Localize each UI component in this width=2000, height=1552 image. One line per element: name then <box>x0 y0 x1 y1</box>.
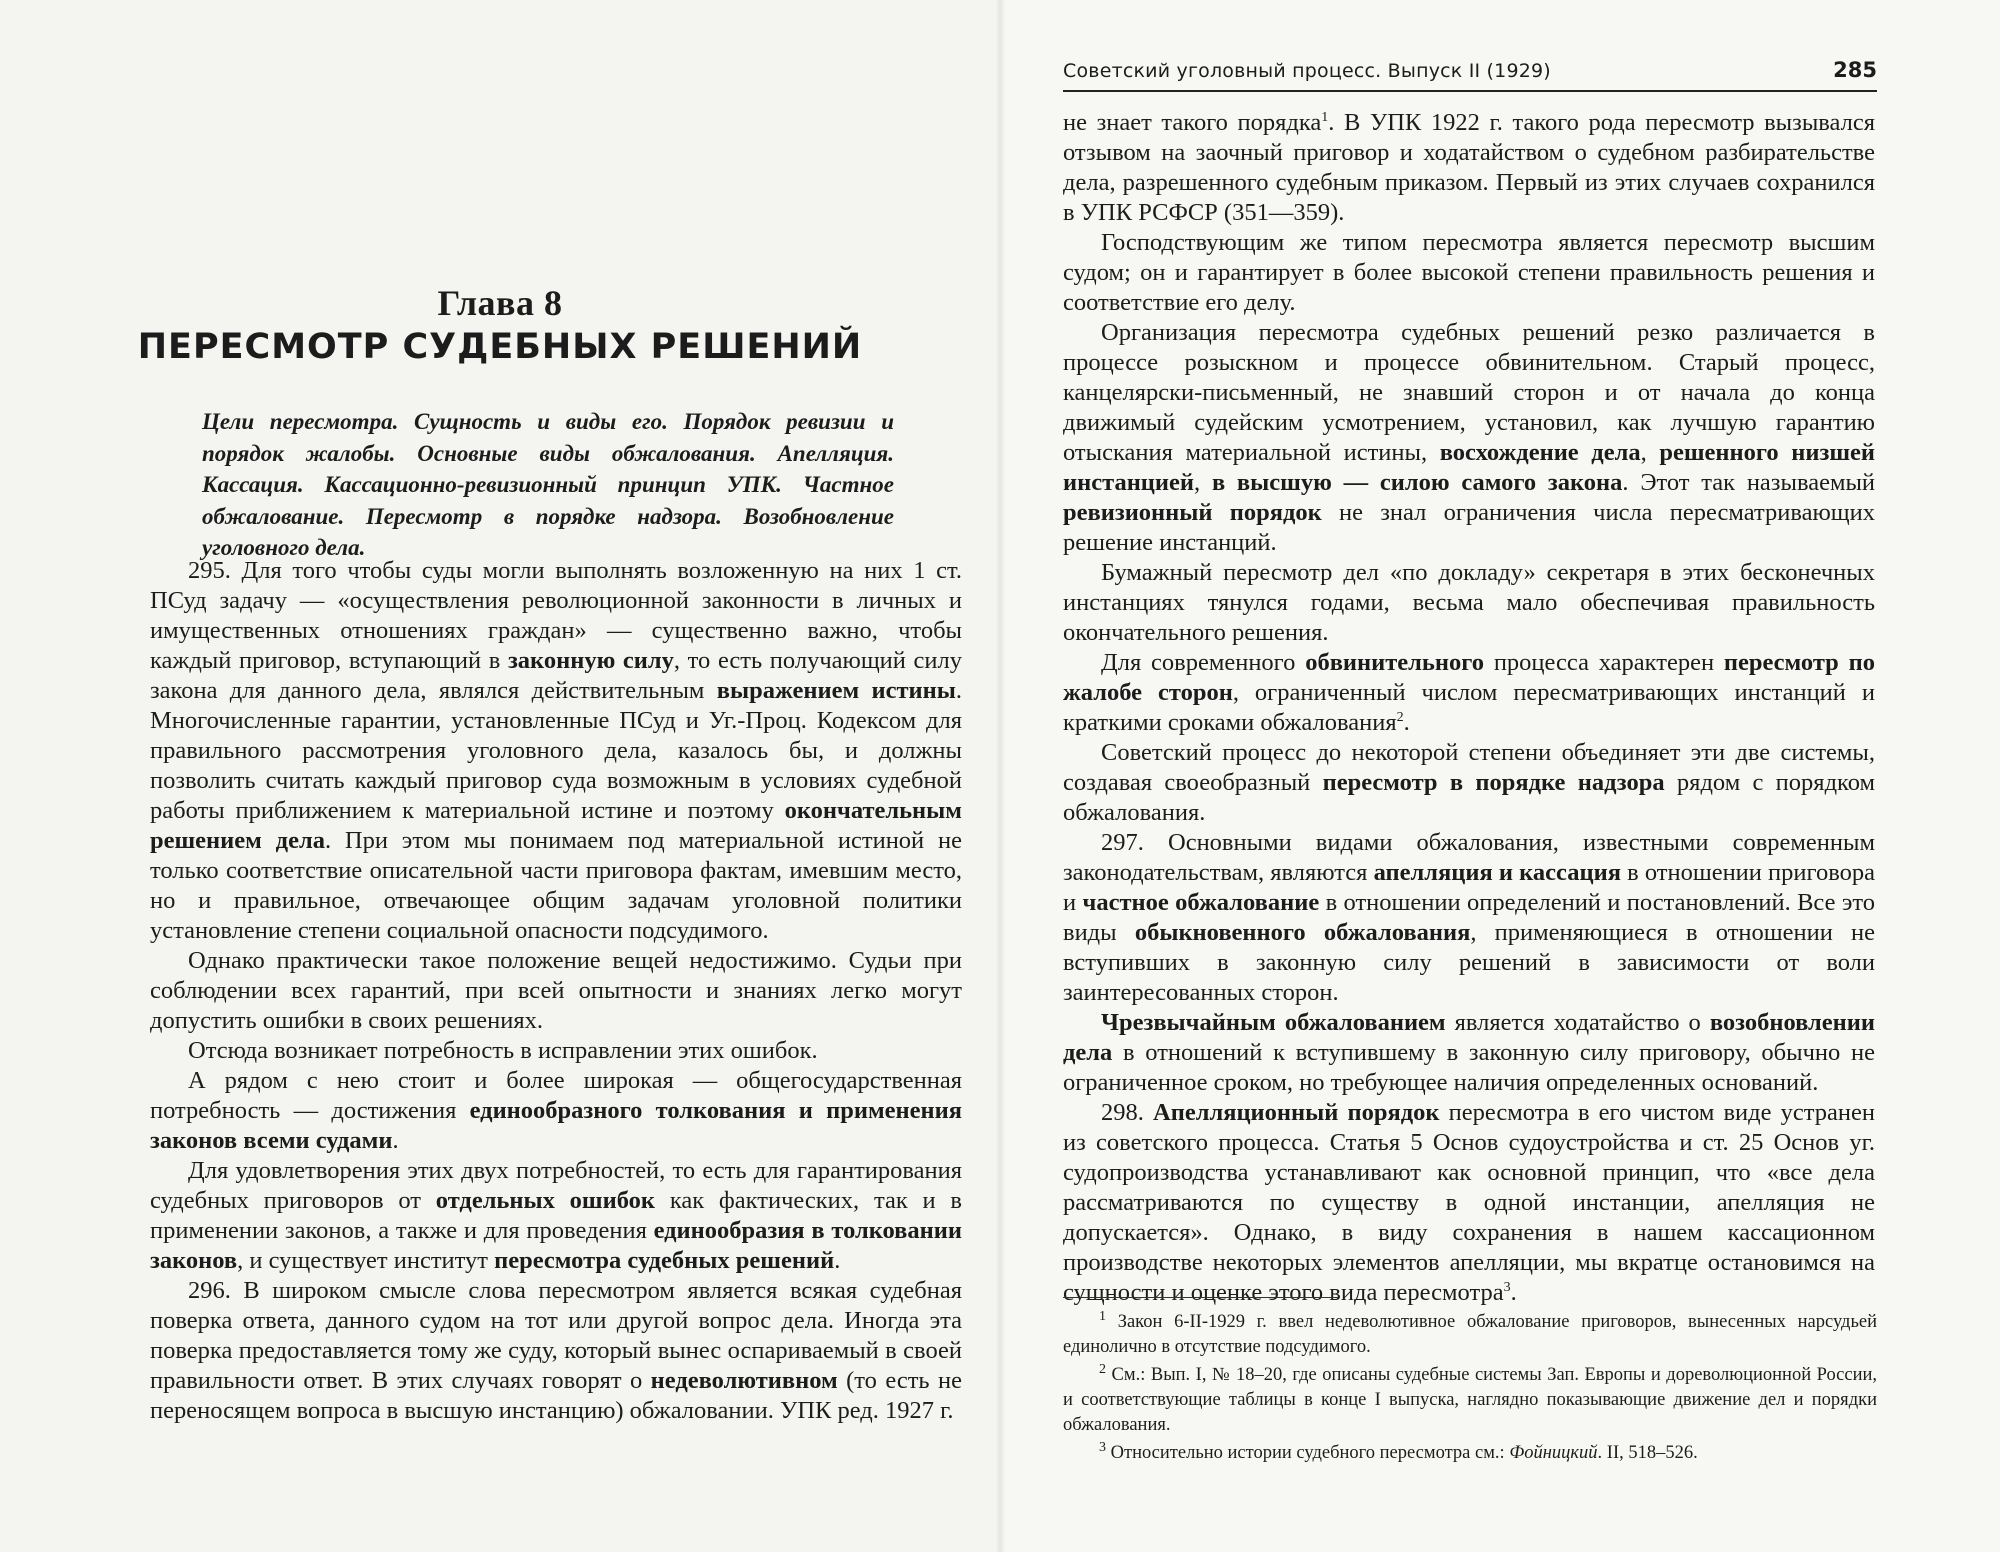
chapter-title: ПЕРЕСМОТР СУДЕБНЫХ РЕШЕНИЙ <box>137 327 863 367</box>
footnote-ref: 3 <box>1503 1279 1511 1295</box>
paragraph: Организация пересмотра судебных решений резко различается в процессе розыскном и процессе обвинительном. Старый процесс, канцелярски-письменный, не знавший сторон и от начала до конца движимый судейским усмотрением, установил, как лучшую гарантию отыскания материальной истины, восхождение дела, решенного низшей инстанцией, в высшую — силою самого закона. Этот так называемый ревизионный порядок не знал ограничения числа пересматривающих решение инстанций. <box>1063 319 1876 556</box>
running-header <box>1063 58 1877 92</box>
paragraph: Чрезвычайным обжалованием является ходатайство о возобновлении дела в отношений к вступившему в законную силу приговору, обычно не ограниченное сроком, но требующее наличия определенных оснований. <box>1063 1009 1875 1096</box>
book-spine-shadow <box>996 0 1006 1552</box>
paragraph-295: 295. Для того чтобы суды могли выполнять возложенную на них 1 ст. ПСуд задачу — «осуществления революционной законности в личных и имущественных отношениях граждан» — существенно важно, чтобы каждый приговор, вступающий в законную силу, то есть получающий силу закона для данного дела, являлся действительным выражением истины. Многочисленные гарантии, установленные ПСуд и Уг.-Проц. Кодексом для правильного рассмотрения уголовного дела, казалось бы, и должны позволить считать каждый приговор суда возможным в условиях судебной работы приближением к материальной истине и поэтому окончательным решением дела. При этом мы понимаем под материальной истиной не только соответствие описательной части приговора фактам, имевшим место, но и правильное, отвечающее общим задачам уголовной политики установление степени социальной опасности подсудимого. <box>150 557 962 944</box>
footnotes <box>1063 1310 1877 1469</box>
paragraph-297: 297. Основными видами обжалования, известными современным законодательствам, являются апелляция и кассация в отношении приговора и частное обжалование в отношении определений и постановлений. Все это виды обыкновенного обжалования, применяющиеся в отношении не вступивших в законную силу решений в зависимости от воли заинтересованных сторон. <box>1063 829 1876 1006</box>
paragraph: не знает такого порядка$^1$. В УПК 1922 г. такого рода пересмотр вызывался отзывом на заочный приговор и ходатайством о судебном разбирательстве дела, разрешенного судебным приказом. Первый из этих случаев сохранился в УПК РСФСР (351—359). <box>1063 109 1875 226</box>
paragraph: Однако практически такое положение вещей недостижимо. Судьи при соблюдении всех гарантий, при всей опытности и знаниях легко могут допустить ошибки в своих решениях. <box>150 947 962 1034</box>
paragraph: Для современного обвинительного процесса характерен пересмотр по жалобе сторон, ограниченный числом пересматривающих инстанций и краткими сроками обжалования$^2$. <box>1063 649 1875 736</box>
footnote-2: $^2$ См.: Вып. I, № 18–20, где описаны судебные системы Зап. Европы и дореволюционной России, и соответствующие таблицы в конце I выпуска, наглядно показывающие движение дел и порядки обжалования. <box>1063 1361 1877 1435</box>
footnote-3: $^3$ Относительно истории судебного пересмотра см.: Фойницкий. II, 518–526. <box>1099 1439 1698 1463</box>
running-title: Советский уголовный процесс. Выпуск II (1929) <box>1063 60 1551 82</box>
footnote-1: $^1$ Закон 6-II-1929 г. ввел недеволютивное обжалование приговоров, вынесенных нарсудьей единолично в отсутствие подсудимого. <box>1063 1308 1877 1357</box>
left-body-text <box>150 556 962 1426</box>
footnote-ref: 2 <box>1396 709 1404 725</box>
right-body-text <box>1063 108 1875 1308</box>
footnote-ref: 1 <box>1321 109 1329 125</box>
paragraph: Господствующим же типом пересмотра является пересмотр высшим судом; он и гарантирует в более высокой степени правильность решения и соответствие его делу. <box>1063 229 1875 316</box>
footnote-divider <box>1063 1297 1338 1298</box>
paragraph: Бумажный пересмотр дел «по докладу» секретаря в этих бесконечных инстанциях тянулся годами, весьма мало обеспечивая правильность окончательного решения. <box>1063 559 1875 646</box>
paragraph: Отсюда возникает потребность в исправлении этих ошибок. <box>188 1037 818 1064</box>
paragraph-298: 298. Апелляционный порядок пересмотра в его чистом виде устранен из советского процесса. Статья 5 Основ судоустройства и ст. 25 Основ уг. судопроизводства устанавливают как основной принцип, что «все дела рассматриваются по существу в одной инстанции, апелляция не допускается». Однако, в виду сохранения в нашем кассационном производстве некоторых элементов апелляции, мы вкратце остановимся на сущности и оценке этого вида пересмотра$^3$. <box>1063 1099 1875 1306</box>
paragraph: Для удовлетворения этих двух потребностей, то есть для гарантирования судебных приговоров от отдельных ошибок как фактических, так и в применении законов, а также и для проведения единообразия в толковании законов, и существует институт пересмотра судебных решений. <box>150 1157 962 1274</box>
chapter-number: Глава 8 <box>437 283 563 323</box>
page-number: 285 <box>1833 58 1877 82</box>
paragraph: Советский процесс до некоторой степени объединяет эти две системы, создавая своеобразный пересмотр в порядке надзора рядом с порядком обжалования. <box>1063 739 1875 826</box>
chapter-abstract: Цели пересмотра. Сущность и виды его. Порядок ревизии и порядок жалобы. Основные виды обжалования. Апелляция. Кассация. Кассационно-ревизионный принцип УПК. Частное обжалование. Пересмотр в порядке надзора. Возобновление уголовного дела. <box>202 409 894 560</box>
paragraph-296: 296. В широком смысле слова пересмотром является всякая судебная поверка ответа, данного судом на тот или другой вопрос дела. Иногда эта поверка предоставляется тому же суду, который вынес оспариваемый в своей правильности ответ. В этих случаях говорят о недеволютивном (то есть не переносящем вопроса в высшую инстанцию) обжаловании. УПК ред. 1927 г. <box>150 1277 962 1424</box>
paragraph: А рядом с нею стоит и более широкая — общегосударственная потребность — достижения единообразного толкования и применения законов всеми судами. <box>150 1067 962 1154</box>
